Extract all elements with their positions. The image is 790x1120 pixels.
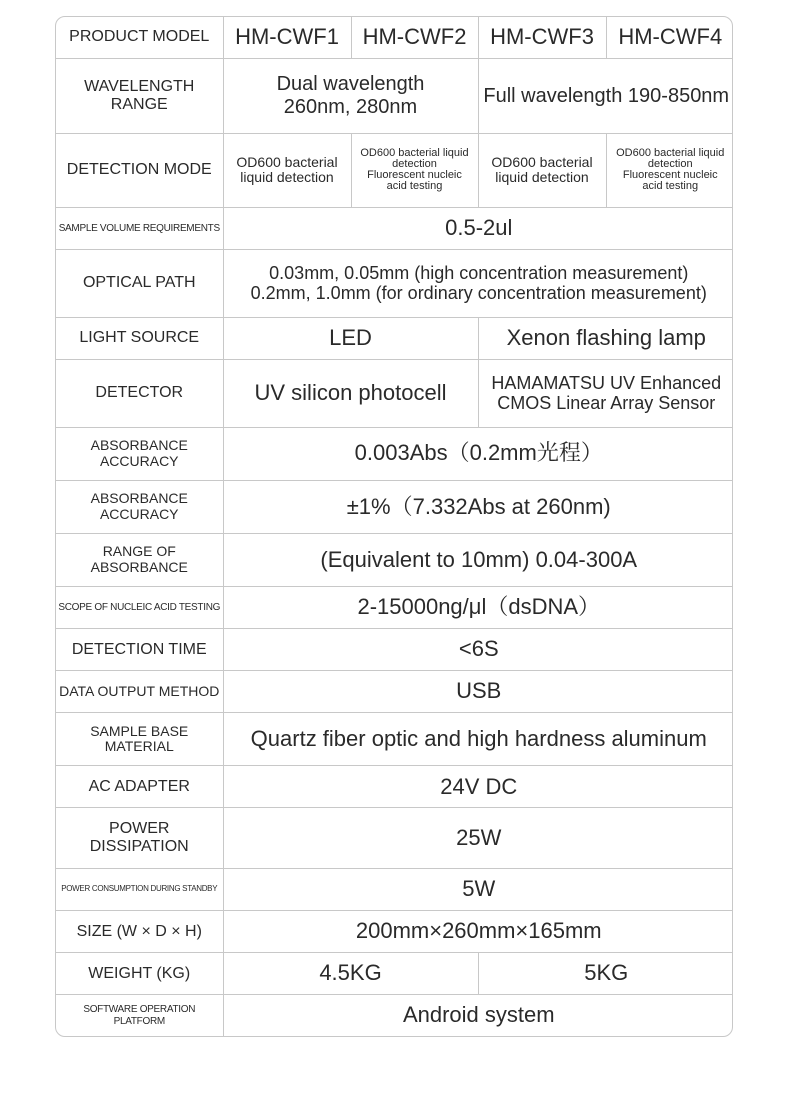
row-label: DETECTOR	[56, 359, 223, 427]
detection-mode-cwf2	[351, 133, 478, 207]
row-software-platform	[56, 995, 733, 1036]
row-power-dissipation	[56, 808, 733, 868]
model-hm-cwf3: HM-CWF3	[478, 17, 606, 58]
row-nucleic-acid-scope	[56, 586, 733, 628]
row-detection-time	[56, 629, 733, 671]
absorbance-accuracy-value: 0.003Abs（0.2mm光程）	[223, 427, 733, 480]
row-label: RANGE OF ABSORBANCE	[56, 533, 223, 586]
row-label: POWER CONSUMPTION DURING STANDBY	[56, 868, 223, 910]
detection-mode-cwf1	[223, 133, 351, 207]
software-platform-value: Android system	[223, 995, 733, 1036]
row-absorbance-accuracy-2	[56, 480, 733, 533]
row-range-of-absorbance	[56, 533, 733, 586]
cell-line: HAMAMATSU UV Enhanced	[491, 373, 722, 394]
weight-full: 5KG	[478, 953, 733, 995]
detector-photocell: UV silicon photocell	[223, 359, 478, 427]
cell-line: OD600 bacterial liquid	[360, 147, 469, 160]
cell-line: Dual wavelength	[276, 73, 425, 96]
cell-line: acid testing	[642, 180, 699, 193]
sample-base-material-value: Quartz fiber optic and high hardness aluminum	[223, 713, 733, 766]
cell-line: Fluorescent nucleic	[622, 169, 718, 182]
sample-volume-value: 0.5-2ul	[223, 207, 733, 249]
detection-time-value: <6S	[223, 629, 733, 671]
light-source-xenon: Xenon flashing lamp	[478, 317, 733, 359]
row-detector	[56, 359, 733, 427]
model-hm-cwf2: HM-CWF2	[351, 17, 478, 58]
cell-line: acid testing	[386, 180, 443, 193]
standby-power-value: 5W	[223, 868, 733, 910]
nucleic-acid-scope-value: 2-15000ng/μl（dsDNA）	[223, 586, 733, 628]
power-dissipation-value: 25W	[223, 808, 733, 868]
row-sample-base-material	[56, 713, 733, 766]
row-label: ABSORBANCE ACCURACY	[56, 427, 223, 480]
row-size	[56, 910, 733, 952]
absorbance-accuracy-value: ±1%（7.332Abs at 260nm)	[223, 480, 733, 533]
cell-line: liquid detection	[240, 169, 334, 186]
row-label: OPTICAL PATH	[56, 249, 223, 317]
row-light-source	[56, 317, 733, 359]
row-label: PRODUCT MODEL	[56, 17, 223, 58]
cell-line: CMOS Linear Array Sensor	[497, 393, 716, 414]
cell-line: OD600 bacterial	[491, 153, 593, 170]
row-weight	[56, 953, 733, 995]
spec-table	[56, 17, 733, 1036]
detector-cmos	[478, 359, 733, 427]
row-label: POWER DISSIPATION	[56, 808, 223, 868]
light-source-led: LED	[223, 317, 478, 359]
row-label: ABSORBANCE ACCURACY	[56, 480, 223, 533]
spec-table-container	[55, 16, 733, 1037]
row-data-output	[56, 671, 733, 713]
row-detection-mode	[56, 133, 733, 207]
row-ac-adapter	[56, 766, 733, 808]
model-hm-cwf4: HM-CWF4	[606, 17, 733, 58]
cell-line: OD600 bacterial	[236, 153, 338, 170]
row-label: DETECTION MODE	[56, 133, 223, 207]
row-label: SAMPLE BASE MATERIAL	[56, 713, 223, 766]
row-product-model	[56, 17, 733, 58]
size-value: 200mm×260mm×165mm	[223, 910, 733, 952]
row-label: WEIGHT (KG)	[56, 953, 223, 995]
row-label: LIGHT SOURCE	[56, 317, 223, 359]
row-optical-path	[56, 249, 733, 317]
range-of-absorbance-value: (Equivalent to 10mm) 0.04-300A	[223, 533, 733, 586]
row-sample-volume	[56, 207, 733, 249]
row-label: SAMPLE VOLUME REQUIREMENTS	[56, 207, 223, 249]
data-output-value: USB	[223, 671, 733, 713]
cell-line: 260nm, 280nm	[283, 95, 418, 118]
optical-path-value	[223, 249, 733, 317]
row-label: SCOPE OF NUCLEIC ACID TESTING	[56, 586, 223, 628]
cell-line: OD600 bacterial liquid	[616, 147, 725, 160]
row-label: SIZE (W × D × H)	[56, 910, 223, 952]
row-label: SOFTWARE OPERATION PLATFORM	[56, 995, 223, 1036]
cell-line: liquid detection	[495, 169, 589, 186]
detection-mode-cwf3	[478, 133, 606, 207]
row-label: AC ADAPTER	[56, 766, 223, 808]
detection-mode-cwf4	[606, 133, 733, 207]
row-wavelength-range	[56, 58, 733, 133]
cell-line: Fluorescent nucleic	[367, 169, 462, 182]
cell-line: detection	[392, 158, 437, 171]
row-label: DETECTION TIME	[56, 629, 223, 671]
ac-adapter-value: 24V DC	[223, 766, 733, 808]
wavelength-full: Full wavelength 190-850nm	[478, 58, 733, 133]
weight-dual: 4.5KG	[223, 953, 478, 995]
wavelength-dual	[223, 58, 478, 133]
cell-line: 0.2mm, 1.0mm (for ordinary concentration measurement)	[250, 283, 707, 304]
model-hm-cwf1: HM-CWF1	[223, 17, 351, 58]
cell-line: 0.03mm, 0.05mm (high concentration measurement)	[269, 263, 689, 284]
row-standby-power	[56, 868, 733, 910]
cell-line: detection	[647, 158, 693, 171]
row-label: WAVELENGTH RANGE	[56, 58, 223, 133]
row-absorbance-accuracy-1	[56, 427, 733, 480]
row-label: DATA OUTPUT METHOD	[56, 671, 223, 713]
